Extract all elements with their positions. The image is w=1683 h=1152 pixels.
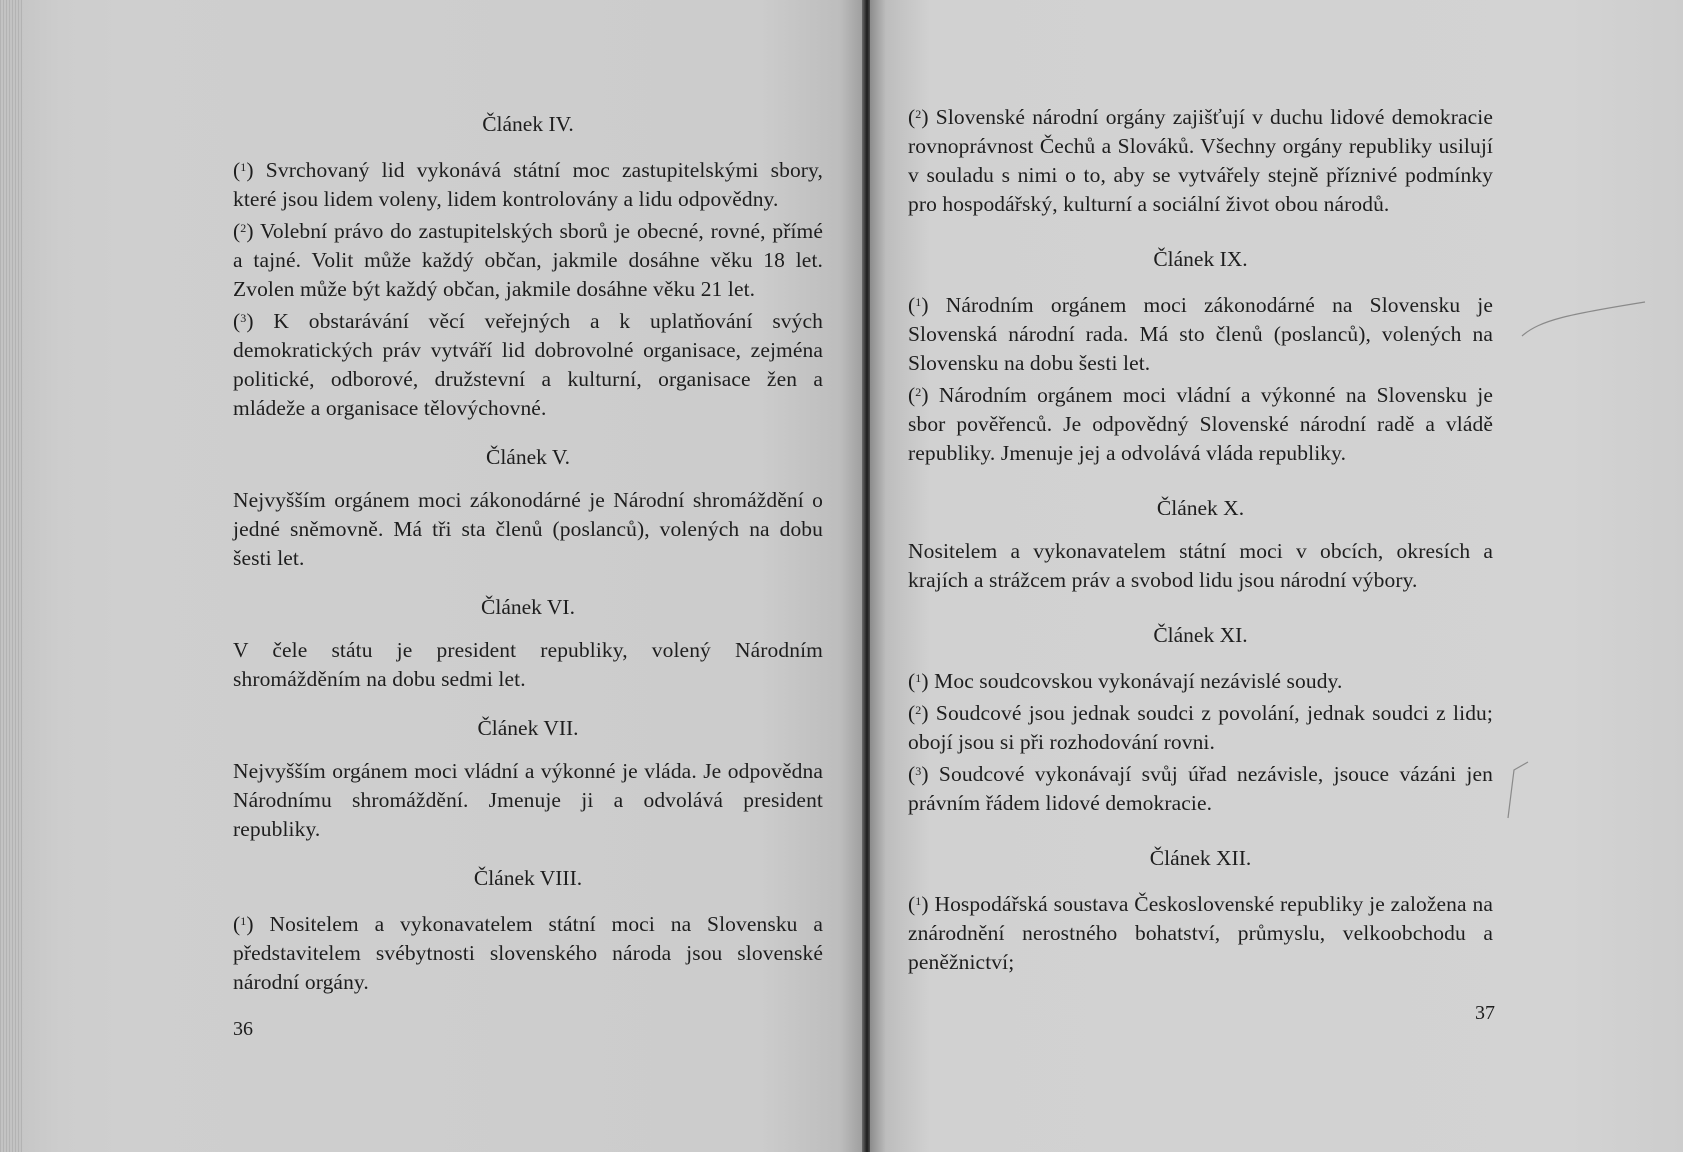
paragraph-marker: 1 [915, 894, 922, 908]
paragraph-text: Slovenské národní orgány zajišťují v duchu lidové demokracie rovnoprávnost Čechů a Slováků. Všechny orgány republiky usilují v souladu s nimi o to, aby se vytvářely stejně příznivé podmínky pro hospodářský, kulturní a sociální život obou národů. [908, 105, 1493, 216]
article-heading: Článek XI. [1153, 623, 1248, 647]
paragraph [233, 486, 823, 573]
paragraph: ($^1$) Nositelem a vykonavatelem státní moci na Slovensku a představitelem svébytnosti slovenského národa jsou slovenské národní orgány. [233, 912, 823, 994]
pencil-mark [1520, 300, 1650, 340]
paragraph [908, 537, 1493, 595]
paragraph-text: Nejvyšším orgánem moci zákonodárné je Národní shromáždění o jedné sněmovně. Má tři sta členů (poslanců), volených na dobu šesti let. [233, 488, 823, 570]
paragraph-marker: 2 [915, 385, 922, 399]
paragraph-text: Moc soudcovskou vykonávají nezávislé soudy. [934, 669, 1343, 693]
page-number: 36 [233, 1018, 253, 1040]
article-heading: Článek VII. [477, 716, 579, 740]
paragraph: ($^1$) Hospodářská soustava Československé republiky je založena na znárodnění nerostného bohatství, průmyslu, velkoobchodu a peněžnictví; [908, 892, 1493, 974]
paragraph-marker: 2 [240, 221, 247, 235]
article-heading: Článek IX. [1153, 247, 1248, 271]
paragraph-marker: 1 [915, 671, 922, 685]
article-heading: Článek XII. [1149, 846, 1252, 870]
paragraph-marker: 2 [915, 703, 922, 717]
article-heading: Článek V. [485, 445, 571, 469]
paragraph [233, 636, 823, 694]
pencil-mark [1502, 760, 1532, 820]
paragraph-text: V čele státu je president republiky, volený Národním shromážděním na dobu sedmi let. [233, 638, 823, 691]
right-text-column [908, 100, 1493, 977]
paragraph-text: K obstarávání věcí veřejných a k uplatňování svých demokratických práv vytváří lid dobrovolné organisace, zejména politické, odborové, družstevní a kulturní, organisace žen a mládeže a organisace tělovýchovné. [233, 309, 823, 420]
paragraph-text: Národním orgánem moci zákonodárné na Slovensku je Slovenská národní rada. Má sto členů (poslanců), volených na Slovensku na dobu šesti let. [908, 293, 1493, 375]
paragraph-marker: 3 [240, 311, 247, 325]
right-page [870, 0, 1683, 1152]
paragraph [233, 757, 823, 844]
paragraph-text: Svrchovaný lid vykonává státní moc zastupitelskými sbory, které jsou lidem voleny, lidem kontrolovány a lidu odpovědny. [233, 158, 823, 211]
article-heading: Článek X. [1156, 496, 1245, 520]
paragraph-marker: 1 [240, 160, 247, 174]
paragraph: ($^2$) Volební právo do zastupitelských sborů je obecné, rovné, přímé a tajné. Volit může každý občan, jakmile dosáhne věku 18 let. Zvolen může být každý občan, jakmile dosáhne věku 21 let. [233, 219, 823, 301]
paragraph: ($^2$) Slovenské národní orgány zajišťují v duchu lidové demokracie rovnoprávnost Čechů a Slováků. Všechny orgány republiky usilují v souladu s nimi o to, aby se vytvářely stejně příznivé podmínky pro hospodářský, kulturní a sociální život obou národů. [908, 105, 1493, 216]
paragraph: ($^2$) Národním orgánem moci vládní a výkonné na Slovensku je sbor pověřenců. Je odpovědný Slovenské národní radě a vládě republiky. Jmenuje jej a odvolává vláda republiky. [908, 383, 1493, 465]
paragraph: ($^1$) Svrchovaný lid vykonává státní moc zastupitelskými sbory, které jsou lidem voleny, lidem kontrolovány a lidu odpovědny. [233, 158, 823, 211]
paragraph-text: Národním orgánem moci vládní a výkonné na Slovensku je sbor pověřenců. Je odpovědný Slovenské národní radě a vládě republiky. Jmenuje jej a odvolává vláda republiky. [908, 383, 1493, 465]
paragraph-text: Nejvyšším orgánem moci vládní a výkonné je vláda. Je odpovědna Národnímu shromáždění. Jmenuje ji a odvolává president republiky. [233, 759, 823, 841]
article-heading: Článek VIII. [473, 866, 583, 890]
paragraph: ($^1$) Moc soudcovskou vykonávají nezávislé soudy. [908, 669, 1343, 693]
paragraph: ($^2$) Soudcové jsou jednak soudci z povolání, jednak soudci z lidu; obojí jsou si při rozhodování rovni. [908, 701, 1493, 754]
page-edge-stack [0, 0, 22, 1152]
paragraph: ($^3$) Soudcové vykonávají svůj úřad nezávisle, jsouce vázáni jen právním řádem lidové demokracie. [908, 762, 1493, 815]
paragraph: ($^1$) Národním orgánem moci zákonodárné na Slovensku je Slovenská národní rada. Má sto členů (poslanců), volených na Slovensku na dobu šesti let. [908, 293, 1493, 375]
article-heading: Článek VI. [481, 595, 575, 619]
paragraph-text: Nositelem a vykonavatelem státní moci v obcích, okresích a krajích a strážcem práv a svobod lidu jsou národní výbory. [908, 539, 1493, 592]
paragraph-text: Soudcové jsou jednak soudci z povolání, jednak soudci z lidu; obojí jsou si při rozhodování rovni. [908, 701, 1493, 754]
paragraph-text: Soudcové vykonávají svůj úřad nezávisle, jsouce vázáni jen právním řádem lidové demokracie. [908, 762, 1493, 815]
paragraph-text: Volební právo do zastupitelských sborů je obecné, rovné, přímé a tajné. Volit může každý občan, jakmile dosáhne věku 18 let. Zvolen může být každý občan, jakmile dosáhne věku 21 let. [233, 219, 823, 301]
paragraph-marker: 2 [915, 107, 922, 121]
left-text-column [233, 110, 823, 997]
article-heading: Článek IV. [482, 112, 574, 136]
paragraph-marker: 3 [915, 764, 922, 778]
paragraph-text: Hospodářská soustava Československé republiky je založena na znárodnění nerostného bohatství, průmyslu, velkoobchodu a peněžnictví; [908, 892, 1493, 974]
paragraph: ($^3$) K obstarávání věcí veřejných a k uplatňování svých demokratických práv vytváří lid dobrovolné organisace, zejména politické, odborové, družstevní a kulturní, organisace žen a mládeže a organisace tělovýchovné. [233, 309, 823, 420]
page-number: 37 [1475, 1002, 1495, 1024]
paragraph-marker: 1 [240, 914, 247, 928]
paragraph-marker: 1 [915, 295, 922, 309]
paragraph-text: Nositelem a vykonavatelem státní moci na Slovensku a představitelem svébytnosti slovenského národa jsou slovenské národní orgány. [233, 912, 823, 994]
